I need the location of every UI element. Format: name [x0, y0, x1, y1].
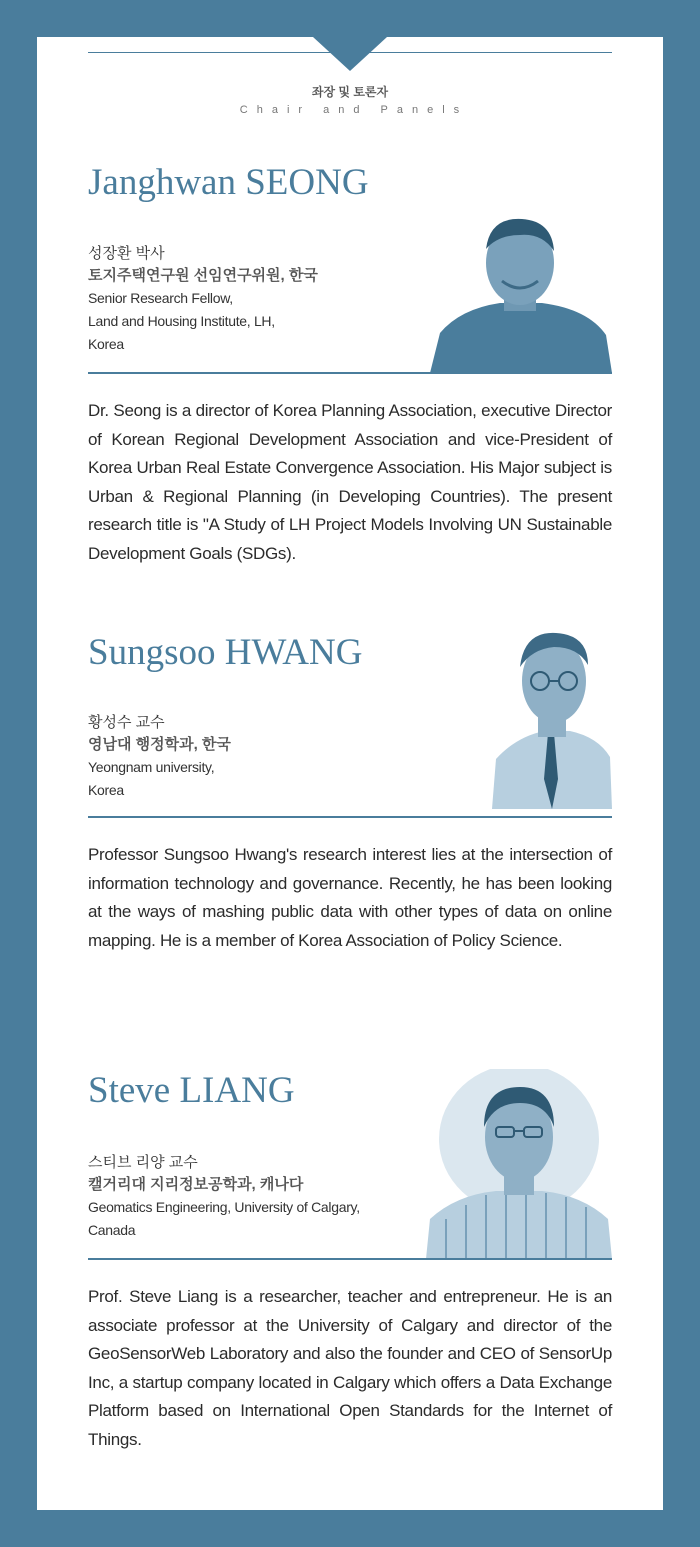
person-divider: [88, 816, 612, 818]
person-affiliation-en-line: Geomatics Engineering, University of Calgary,: [88, 1199, 360, 1215]
portrait-image: [430, 211, 612, 373]
person-name-ko: 성장환 박사: [88, 245, 165, 262]
person-name-ko: 황성수 교수: [88, 714, 165, 731]
person-affiliation-en-line: Land and Housing Institute, LH,: [88, 313, 275, 329]
person-affiliation-ko: 캘거리대 지리정보공학과, 캐나다: [88, 1176, 304, 1193]
person-info: [88, 712, 231, 802]
person-info: [88, 1152, 360, 1242]
person-affiliation-en-line: Korea: [88, 336, 124, 352]
person-affiliation-ko: 토지주택연구원 선임연구위원, 한국: [88, 267, 318, 284]
portrait-image: [492, 619, 612, 809]
section-title-en: Chair and Panels: [239, 104, 469, 116]
person-bio: Dr. Seong is a director of Korea Planning Association, executive Director of Korean Regional Development Association and vice-President of Korea Urban Real Estate Convergence Association. His Major subject is Urban & Regional Planning (in Developing Countries). The present research title is "A Study of LH Project Models Involving UN Sustainable Development Goals (SDGs).: [88, 401, 612, 563]
person-bio: Professor Sungsoo Hwang's research interest lies at the intersection of information technology and governance. Recently, he has been looking at the ways of mashing public data with other types of data on online mapping. He is a member of Korea Association of Policy Science.: [88, 845, 612, 950]
person-divider: [88, 372, 612, 374]
top-pointer-icon: [313, 37, 387, 71]
person-photo: [492, 619, 612, 809]
person-name: Steve LIANG: [88, 1070, 295, 1111]
person-card-hwang: [88, 631, 612, 1011]
person-card-seong: [88, 161, 612, 581]
person-affiliation-en-line: Canada: [88, 1222, 136, 1238]
person-affiliation-en-line: Senior Research Fellow,: [88, 290, 233, 306]
person-bio: Prof. Steve Liang is a researcher, teacher and entrepreneur. He is an associate professor at the University of Calgary and director of the GeoSensorWeb Laboratory and also the founder and CEO of SensorUp Inc, a startup company located in Calgary which offers a Data Exchange Platform based on International Open Standards for the Internet of Things.: [88, 1287, 612, 1449]
person-divider: [88, 1258, 612, 1260]
portrait-image: [426, 1069, 612, 1259]
person-name: Sungsoo HWANG: [88, 632, 363, 673]
person-affiliation-en-line: Yeongnam university,: [88, 759, 215, 775]
person-photo: [430, 211, 612, 373]
program-page: [37, 37, 663, 1510]
person-name-ko: 스티브 리양 교수: [88, 1154, 198, 1171]
person-info: [88, 243, 318, 356]
person-affiliation-en-line: Korea: [88, 782, 124, 798]
person-affiliation-ko: 영남대 행정학과, 한국: [88, 736, 231, 753]
person-photo: [426, 1069, 612, 1259]
person-name: Janghwan SEONG: [88, 162, 369, 203]
person-card-liang: [88, 1069, 612, 1489]
section-title-ko: 좌장 및 토론자: [311, 85, 389, 99]
